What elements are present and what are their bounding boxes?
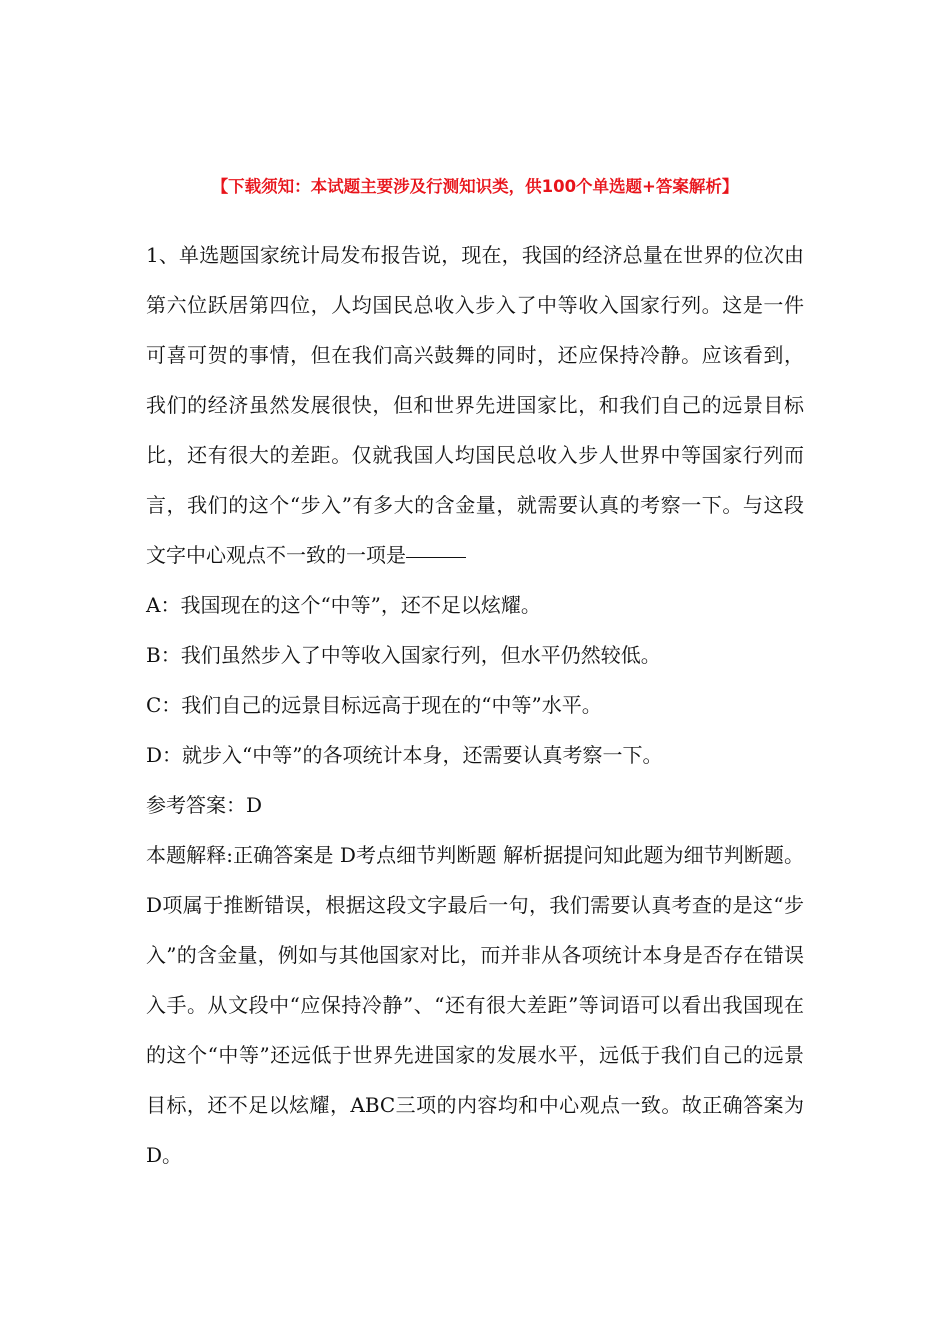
answer-blank (406, 556, 466, 558)
option-a: A：我国现在的这个“中等”，还不足以炫耀。 (146, 593, 541, 617)
option-d: D：就步入“中等”的各项统计本身，还需要认真考察一下。 (146, 743, 663, 767)
question-stem-text: 1、单选题国家统计局发布报告说，现在，我国的经济总量在世界的位次由第六位跃居第四位，人均国民总收入步入了中等收入国家行列。这是一件可喜可贺的事情，但在我们高兴鼓舞的同时，还应保持冷静。应该看到，我们的经济虽然发展很快，但和世界先进国家比，和我们自己的远景目标比，还有很大的差距。仅就我国人均国民总收入步人世界中等国家行列而言，我们的这个“步入”有多大的含金量，就需要认真的考察一下。与这段文字中心观点不一致的一项是 (146, 243, 804, 567)
reference-answer: 参考答案：D (146, 793, 263, 817)
answer-explanation: 本题解释:正确答案是 D考点细节判断题 解析据提问知此题为细节判断题。D项属于推断错误，根据这段文字最后一句，我们需要认真考查的是这“步入”的含金量，例如与其他国家对比，而并非从各项统计本身是否存在错误入手。从文段中“应保持冷静”、“还有很大差距”等词语可以看出我国现在的这个“中等”还远低于世界先进国家的发展水平，远低于我们自己的远景目标，还不足以炫耀，ABC三项的内容均和中心观点一致。故正确答案为D。 (146, 843, 804, 1167)
question-block (146, 230, 804, 1180)
option-b: B：我们虽然步入了中等收入国家行列，但水平仍然较低。 (146, 643, 661, 667)
option-c: C：我们自己的远景目标远高于现在的“中等”水平。 (146, 693, 602, 717)
question-stem (146, 230, 804, 580)
download-notice: 【下载须知：本试题主要涉及行测知识类，供100个单选题+答案解析】 (211, 177, 739, 196)
